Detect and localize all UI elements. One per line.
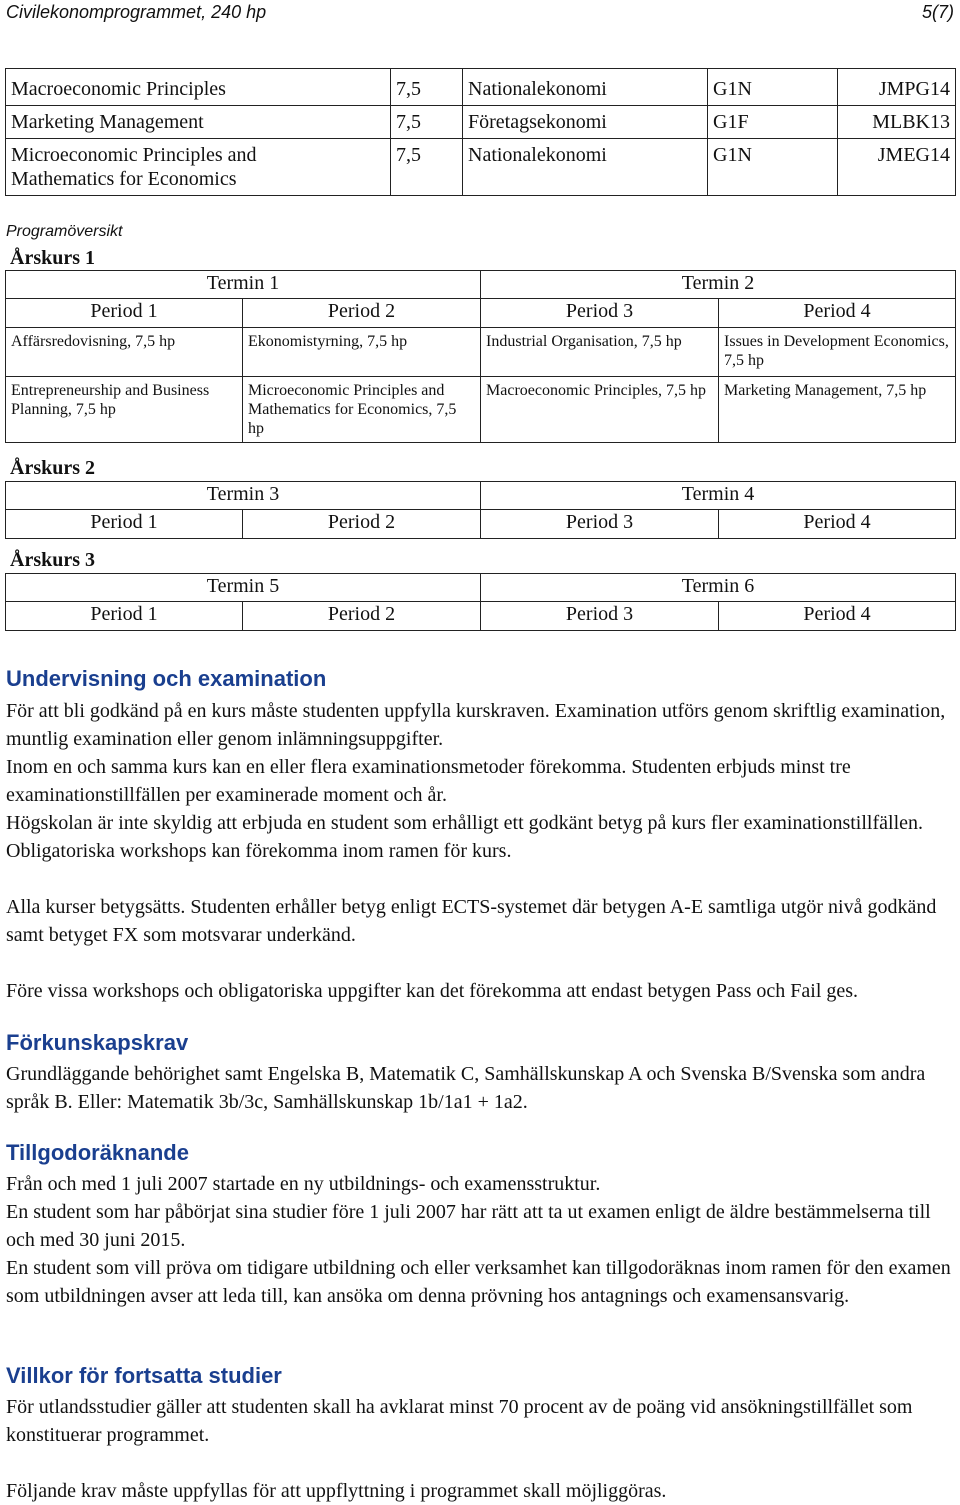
period-4: Period 4 <box>719 299 956 328</box>
continued-studies-heading: Villkor för fortsatta studier <box>6 1363 282 1388</box>
course-subject: Nationalekonomi <box>463 69 708 106</box>
course-row <box>6 377 956 443</box>
course-code: MLBK13 <box>838 106 956 139</box>
plan-course: Affärsredovisning, 7,5 hp <box>6 328 243 377</box>
period-2: Period 2 <box>243 299 481 328</box>
term-2: Termin 2 <box>481 271 956 299</box>
teaching-paragraph-4: Alla kurser betygsätts. Studenten erhåller betyg enligt ECTS-systemet där betygen A-E samtliga utgör nivå godkänd samt betyget FX som motsvarar underkänd. <box>6 896 937 946</box>
period-4: Period 4 <box>719 510 956 539</box>
credit-transfer-paragraph-2: En student som har påbörjat sina studier före 1 juli 2007 har rätt att ta ut examen enligt de äldre bestämmelserna till och med 30 juni 2015. <box>6 1201 931 1251</box>
period-3: Period 3 <box>481 602 719 631</box>
period-4: Period 4 <box>719 602 956 631</box>
period-row <box>6 510 956 539</box>
continued-studies-paragraph-1: För utlandsstudier gäller att studenten skall ha avklarat minst 70 procent av de poäng vid ansökningstillfället som konstituerar programmet. <box>6 1396 913 1446</box>
course-level: G1F <box>708 106 838 139</box>
teaching-paragraph-2: Inom en och samma kurs kan en eller flera examinationsmetoder förekomma. Studenten erbjuds minst tre examinationstillfällen per examinerade moment och år. <box>6 756 851 806</box>
term-6: Termin 6 <box>481 574 956 602</box>
term-row <box>6 271 956 299</box>
course-credits: 7,5 <box>391 69 463 106</box>
course-name: Microeconomic Principles and Mathematics for Economics <box>6 139 391 196</box>
teaching-heading: Undervisning och examination <box>6 666 327 691</box>
plan-course: Marketing Management, 7,5 hp <box>719 377 956 443</box>
period-2: Period 2 <box>243 510 481 539</box>
plan-course: Ekonomistyrning, 7,5 hp <box>243 328 481 377</box>
teaching-paragraph-3: Högskolan är inte skyldig att erbjuda en student som erhålligt ett godkänt betyg på kurs fler examinationstillfällen. Obligatoriska workshops kan förekomma inom ramen för kurs. <box>6 812 924 862</box>
course-row <box>6 328 956 377</box>
plan-course: Entrepreneurship and Business Planning, 7,5 hp <box>6 377 243 443</box>
term-4: Termin 4 <box>481 482 956 510</box>
term-5: Termin 5 <box>6 574 481 602</box>
table-row <box>6 139 956 196</box>
period-1: Period 1 <box>6 299 243 328</box>
period-1: Period 1 <box>6 602 243 631</box>
table-row <box>6 69 956 106</box>
course-table <box>5 68 956 196</box>
course-subject: Nationalekonomi <box>463 139 708 196</box>
prerequisites-heading: Förkunskapskrav <box>6 1030 189 1055</box>
plan-course: Industrial Organisation, 7,5 hp <box>481 328 719 377</box>
period-3: Period 3 <box>481 299 719 328</box>
credit-transfer-paragraph-1: Från och med 1 juli 2007 startade en ny utbildnings- och examensstruktur. <box>6 1173 601 1195</box>
course-credits: 7,5 <box>391 139 463 196</box>
course-credits: 7,5 <box>391 106 463 139</box>
course-code: JMPG14 <box>838 69 956 106</box>
course-level: G1N <box>708 139 838 196</box>
overview-label: Programöversikt <box>6 223 123 240</box>
period-3: Period 3 <box>481 510 719 539</box>
table-row <box>6 106 956 139</box>
period-row <box>6 299 956 328</box>
document-title: Civilekonomprogrammet, 240 hp <box>6 2 267 22</box>
teaching-paragraph-1: För att bli godkänd på en kurs måste studenten uppfylla kurskraven. Examination utförs genom skriftlig examination, muntlig examination eller genom inlämningsuppgifter. <box>6 700 946 750</box>
plan-course: Microeconomic Principles and Mathematics for Economics, 7,5 hp <box>243 377 481 443</box>
term-3: Termin 3 <box>6 482 481 510</box>
continued-studies-paragraph-2: Följande krav måste uppfyllas för att uppflyttning i programmet skall möjliggöras. <box>6 1480 667 1502</box>
term-1: Termin 1 <box>6 271 481 299</box>
course-name: Marketing Management <box>6 106 391 139</box>
plan-course: Macroeconomic Principles, 7,5 hp <box>481 377 719 443</box>
period-1: Period 1 <box>6 510 243 539</box>
credit-transfer-heading: Tillgodoräknande <box>6 1140 189 1165</box>
course-level: G1N <box>708 69 838 106</box>
term-row <box>6 574 956 602</box>
period-row <box>6 602 956 631</box>
year-3-plan <box>5 573 956 631</box>
year-3-heading: Årskurs 3 <box>10 549 96 571</box>
year-2-heading: Årskurs 2 <box>10 457 96 479</box>
year-2-plan <box>5 481 956 539</box>
prerequisites-paragraph: Grundläggande behörighet samt Engelska B, Matematik C, Samhällskunskap A och Svenska B/Svenska som andra språk B. Eller: Matematik 3b/3c, Samhällskunskap 1b/1a1 + 1a2. <box>6 1063 926 1113</box>
course-code: JMEG14 <box>838 139 956 196</box>
period-2: Period 2 <box>243 602 481 631</box>
course-name: Macroeconomic Principles <box>6 69 391 106</box>
plan-course: Issues in Development Economics, 7,5 hp <box>719 328 956 377</box>
credit-transfer-paragraph-3: En student som vill pröva om tidigare utbildning och eller verksamhet kan tillgodoräknas inom ramen för den examen som utbildningen avser att leda till, kan ansöka om denna prövning hos antagnings och examensansvarig. <box>6 1257 951 1307</box>
year-1-heading: Årskurs 1 <box>10 247 96 269</box>
page-number: 5(7) <box>921 2 954 22</box>
course-subject: Företagsekonomi <box>463 106 708 139</box>
year-1-plan <box>5 270 956 443</box>
term-row <box>6 482 956 510</box>
teaching-paragraph-5: Före vissa workshops och obligatoriska uppgifter kan det förekomma att endast betygen Pass och Fail ges. <box>6 980 859 1002</box>
